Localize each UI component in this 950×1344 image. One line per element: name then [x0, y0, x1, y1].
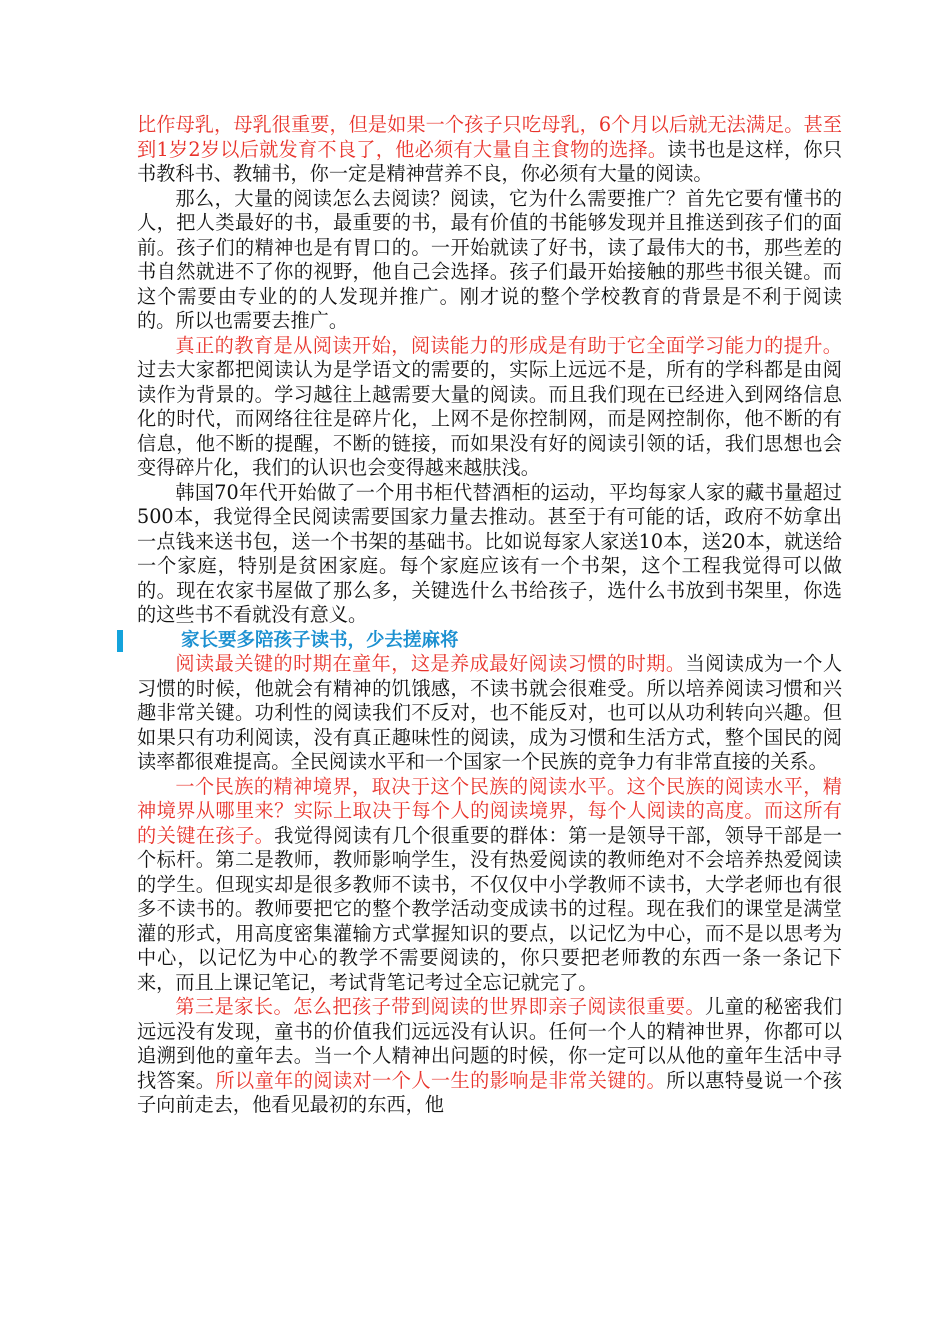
- document-page: [137, 113, 842, 1118]
- paragraph-6: [137, 775, 842, 996]
- highlight-text-2: 所以童年的阅读对一个人一生的影响是非常关键的。: [215, 1068, 667, 1092]
- heading-marker-icon: [117, 630, 123, 652]
- body-text: 那么，大量的阅读怎么去阅读？阅读，它为什么需要推广？首先它要有懂书的人，把人类最好的书，最重要的书，最有价值的书能够发现并且推送到孩子们的面前。孩子们的精神也是有胃口的。一开始就读了好书，读了最伟大的书，那些差的书自然就进不了你的视野，他自己会选择。孩子们最开始接触的那些书很关键。而这个需要由专业的的人发现并推广。刚才说的整个学校教育的背景是不利于阅读的。所以也需要去推广。: [137, 186, 842, 332]
- paragraph-2: [137, 187, 842, 334]
- paragraph-4: [137, 481, 842, 628]
- body-text-2: 所以惠特曼说一个孩子向前走去，他看见最初的东西，他: [137, 1068, 843, 1116]
- section-heading-text: 家长要多陪孩子读书，少去搓麻将: [181, 629, 459, 651]
- body-text: 儿童的秘密我们远远没有发现，童书的价值我们远远没有认识。任何一个人的精神世界，你都可以追溯到他的童年去。当一个人精神出问题的时候，你一定可以从他的童年生活中寻找答案。: [137, 995, 843, 1092]
- paragraph-5: [137, 652, 842, 775]
- body-text: 韩国70年代开始做了一个用书柜代替酒柜的运动，平均每家人家的藏书量超过500本，我觉得全民阅读需要国家力量去推动。甚至于有可能的话，政府不妨拿出一点钱来送书包，送一个书架的基础书。比如说每家人家送10本，送20本，就送给一个家庭，特别是贫困家庭。每个家庭应该有一个书架，这个工程我觉得可以做的。现在农家书屋做了那么多，关键选什么书给孩子，选什么书放到书架里，你选的这些书不看就没有意义。: [137, 480, 842, 626]
- body-text: 我觉得阅读有几个很重要的群体：第一是领导干部，领导干部是一个标杆。第二是教师，教师影响学生，没有热爱阅读的教师绝对不会培养热爱阅读的学生。但现实却是很多教师不读书，不仅仅中小学教师不读书，大学老师也有很多不读书的。教师要把它的整个教学活动变成读书的过程。现在我们的课堂是满堂灌的形式，用高度密集灌输方式掌握知识的要点，以记忆为中心，而不是以思考为中心，以记忆为中心的教学不需要阅读的，你只要把老师教的东西一条一条记下来，而且上课记笔记，考试背笔记考过全忘记就完了。: [137, 823, 843, 994]
- highlight-text: 真正的教育是从阅读开始，阅读能力的形成是有助于它全面学习能力的提升。: [175, 333, 842, 357]
- section-heading: [137, 628, 842, 653]
- paragraph-3: [137, 334, 842, 481]
- highlight-text: 一个民族的精神境界，取决于这个民族的阅读水平。这个民族的阅读水平，精神境界从哪里来？实际上取决于每个人的阅读境界，每个人阅读的高度。而这所有的关键在孩子。: [137, 774, 842, 847]
- highlight-text: 第三是家长。怎么把孩子带到阅读的世界即亲子阅读很重要。: [175, 995, 706, 1018]
- body-text: 读书也是这样，你只书教科书、教辅书，你一定是精神营养不良，你必须有大量的阅读。: [137, 137, 843, 185]
- highlight-text: 阅读最关键的时期在童年，这是养成最好阅读习惯的时期。: [175, 652, 686, 675]
- body-text: 过去大家都把阅读认为是学语文的需要的，实际上远远不是，所有的学科都是由阅读作为背景的。学习越往上越需要大量的阅读。而且我们现在已经进入到网络信息化的时代，而网络往往是碎片化，上网不是你控制网，而是网控制你，他不断的有信息，他不断的提醒，不断的链接，而如果没有好的阅读引领的话，我们思想也会变得碎片化，我们的认识也会变得越来越肤浅。: [137, 358, 842, 479]
- paragraph-1: [137, 113, 842, 187]
- body-text: 当阅读成为一个人习惯的时候，他就会有精神的饥饿感，不读书就会很难受。所以培养阅读习惯和兴趣非常关键。功利性的阅读我们不反对，也不能反对，也可以从功利转向兴趣。但如果只有功利阅读，没有真正趣味性的阅读，成为习惯和生活方式，整个国民的阅读率都很难提高。全民阅读水平和一个国家一个民族的竞争力有非常直接的关系。: [137, 652, 843, 773]
- paragraph-7: [137, 995, 842, 1118]
- highlight-text: 比作母乳，母乳很重要，但是如果一个孩子只吃母乳，6个月以后就无法满足。甚至到1岁2岁以后就发育不良了，他必须有大量自主食物的选择。: [137, 113, 842, 161]
